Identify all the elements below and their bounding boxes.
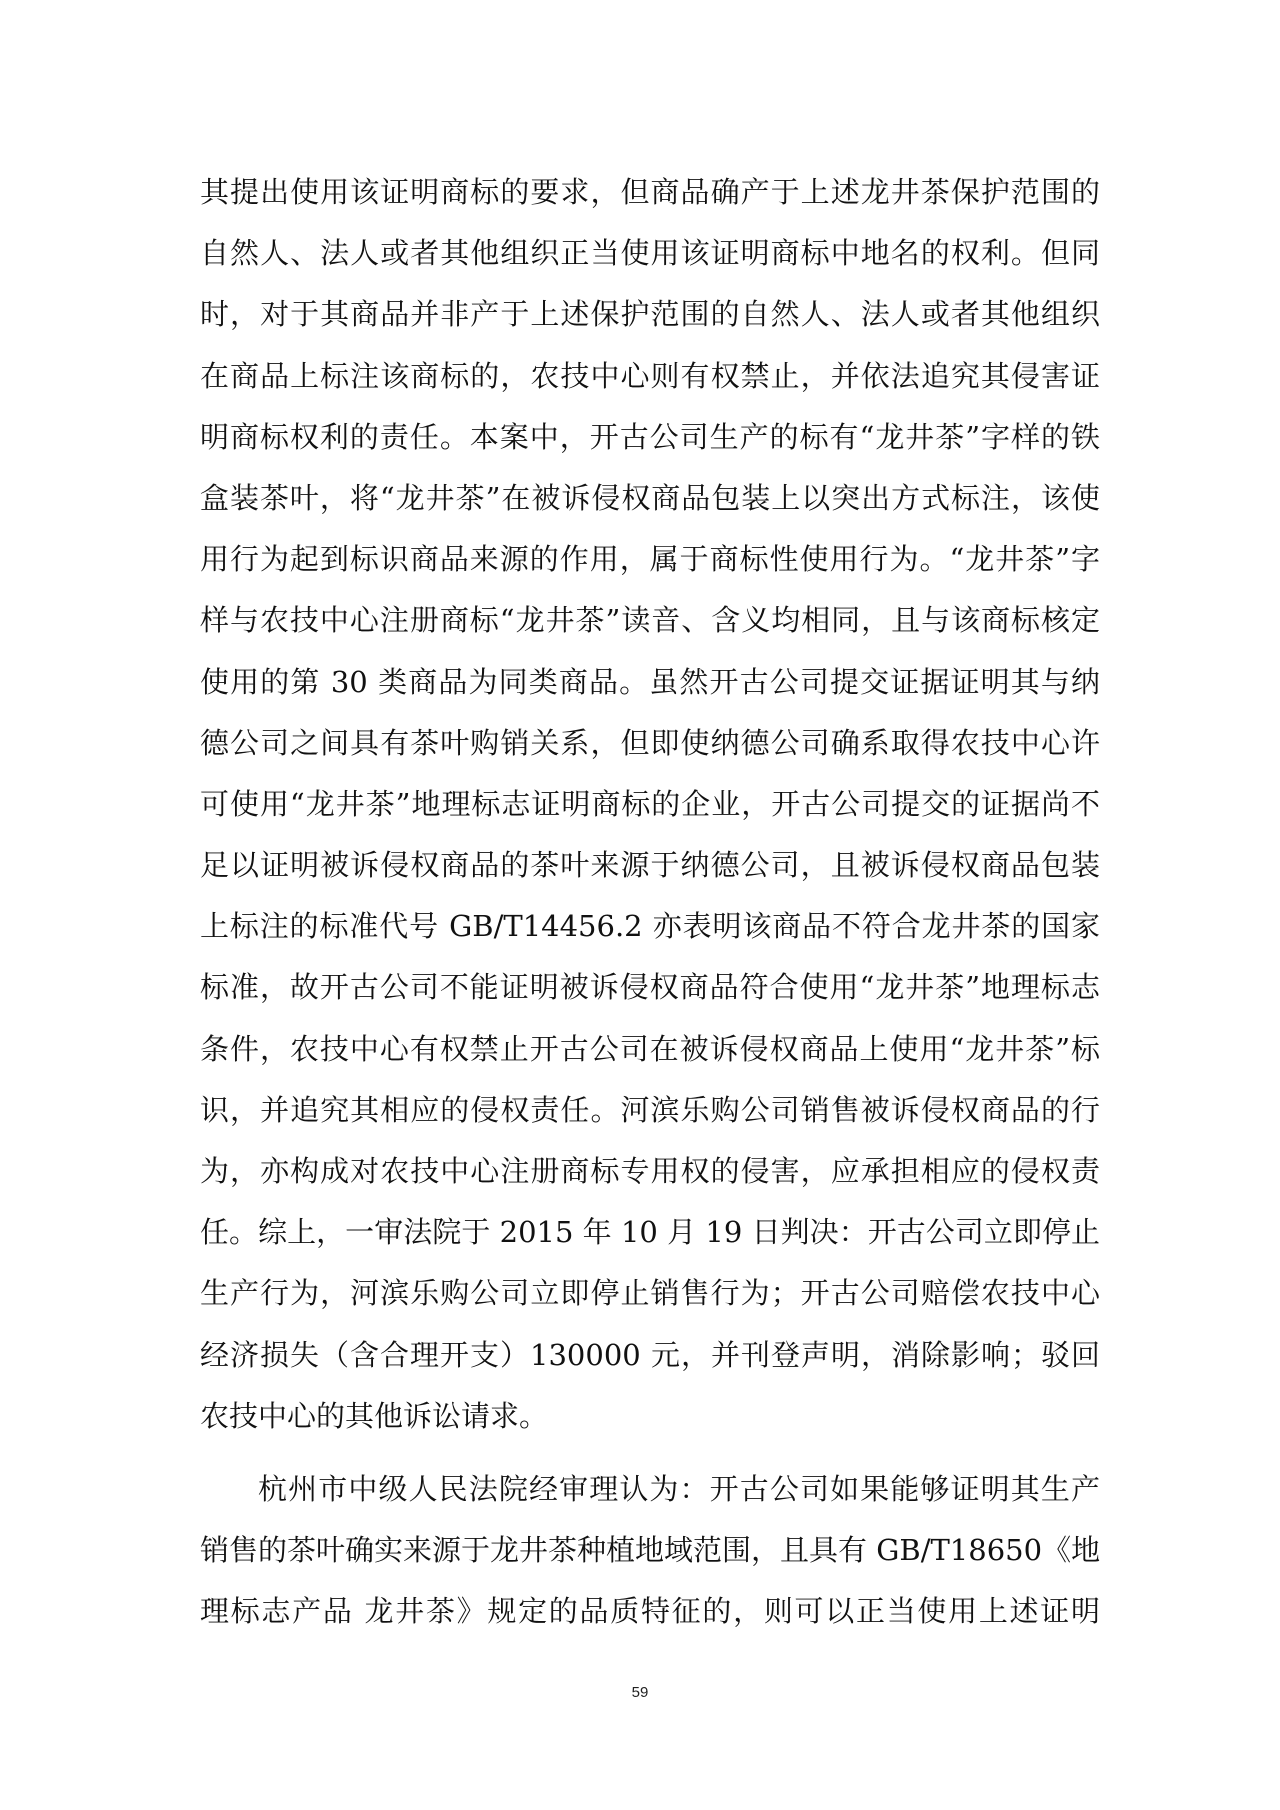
text-line: 理标志产品 龙井茶》规定的品质特征的，则可以正当使用上述证明 [200, 1594, 1100, 1629]
text-line: 德公司之间具有茶叶购销关系，但即使纳德公司确系取得农技中心许 [200, 725, 1100, 760]
text-line: 生产行为，河滨乐购公司立即停止销售行为；开古公司赔偿农技中心 [200, 1276, 1100, 1311]
text-line: 其提出使用该证明商标的要求，但商品确产于上述龙井茶保护范围的 [200, 175, 1100, 209]
text-line: 自然人、法人或者其他组织正当使用该证明商标中地名的权利。但同 [200, 236, 1100, 271]
text-line: 样与农技中心注册商标“龙井茶”读音、含义均相同，且与该商标核定 [200, 603, 1100, 638]
text-line: 农技中心的其他诉讼请求。 [200, 1398, 549, 1433]
text-line: 销售的茶叶确实来源于龙井茶种植地域范围，且具有 GB/T18650《地 [200, 1533, 1101, 1568]
text-line: 使用的第 30 类商品为同类商品。虽然开古公司提交证据证明其与纳 [200, 664, 1100, 699]
text-line: 盒装茶叶，将“龙井茶”在被诉侵权商品包装上以突出方式标注，该使 [200, 480, 1100, 515]
text-line: 经济损失（含合理开支）130000 元，并刊登声明，消除影响；驳回 [200, 1337, 1100, 1372]
text-line: 可使用“龙井茶”地理标志证明商标的企业，开古公司提交的证据尚不 [200, 786, 1100, 821]
text-line: 识，并追究其相应的侵权责任。河滨乐购公司销售被诉侵权商品的行 [200, 1092, 1100, 1127]
paragraph-1 [200, 162, 1100, 1447]
text-line: 杭州市中级人民法院经审理认为：开古公司如果能够证明其生产 [258, 1471, 1100, 1506]
text-line: 为，亦构成对农技中心注册商标专用权的侵害，应承担相应的侵权责 [200, 1154, 1100, 1188]
paragraph-2 [200, 1459, 1100, 1643]
text-line: 条件，农技中心有权禁止开古公司在被诉侵权商品上使用“龙井茶”标 [200, 1031, 1100, 1066]
text-line: 明商标权利的责任。本案中，开古公司生产的标有“龙井茶”字样的铁 [200, 419, 1100, 454]
text-line: 用行为起到标识商品来源的作用，属于商标性使用行为。“龙井茶”字 [200, 542, 1100, 577]
page-number: 59 [631, 1684, 649, 1701]
text-line: 在商品上标注该商标的，农技中心则有权禁止，并依法追究其侵害证 [200, 358, 1100, 393]
text-line: 上标注的标准代号 GB/T14456.2 亦表明该商品不符合龙井茶的国家 [200, 909, 1100, 944]
text-line: 足以证明被诉侵权商品的茶叶来源于纳德公司，且被诉侵权商品包装 [200, 848, 1100, 883]
text-line: 任。综上，一审法院于 2015 年 10 月 19 日判决：开古公司立即停止 [200, 1215, 1100, 1250]
text-line: 时，对于其商品并非产于上述保护范围的自然人、法人或者其他组织 [200, 297, 1100, 332]
body-text [200, 162, 1100, 1643]
text-line: 标准，故开古公司不能证明被诉侵权商品符合使用“龙井茶”地理标志 [200, 970, 1100, 1005]
paragraph-gap [200, 1447, 1100, 1459]
